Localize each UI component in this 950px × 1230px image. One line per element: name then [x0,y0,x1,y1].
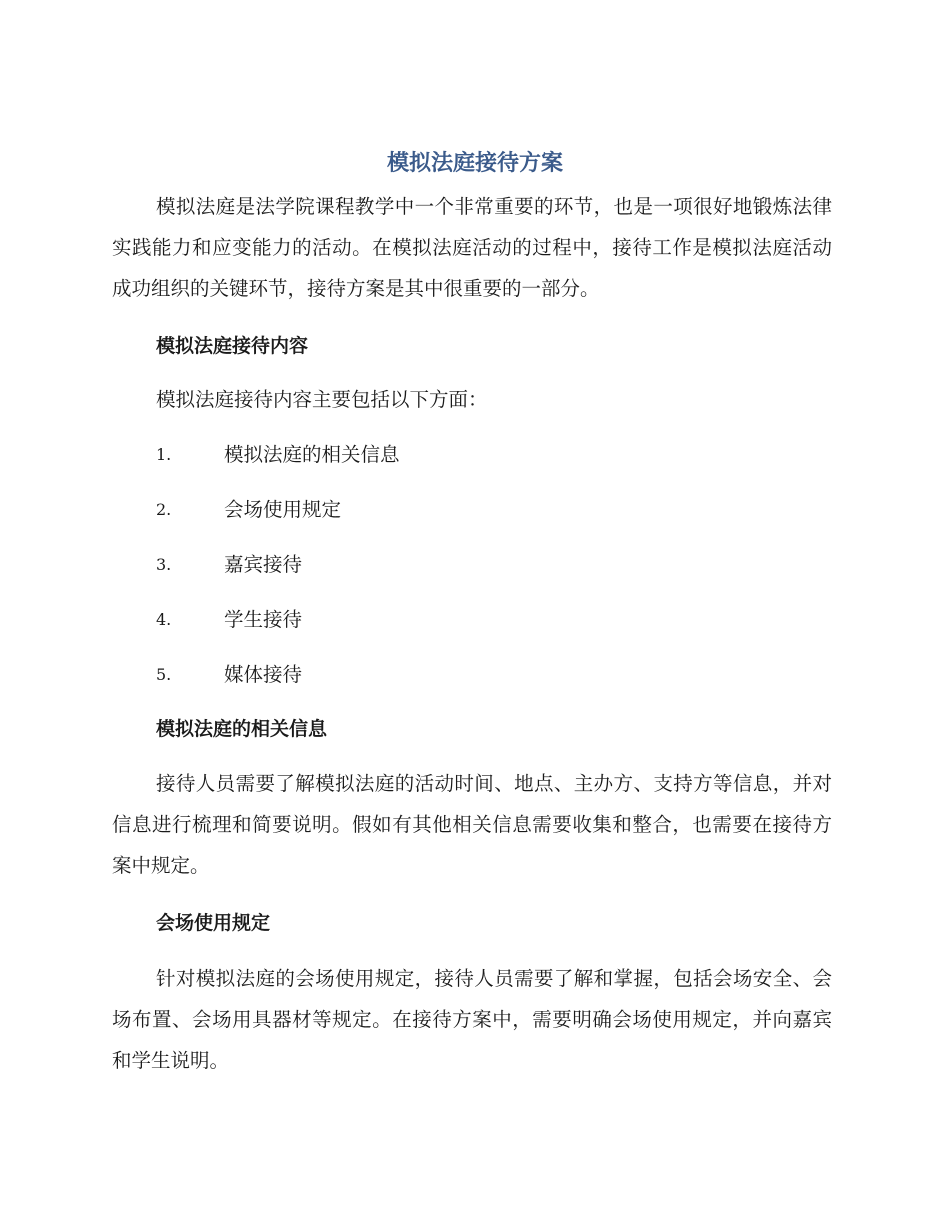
list-item-number: 2. [156,500,172,519]
section-heading-reception-content: 模拟法庭接待内容 [156,335,309,357]
venue-rules-paragraph: 针对模拟法庭的会场使用规定，接待人员需要了解和掌握，包括会场安全、会场布置、会场用具器材等规定。在接待方案中，需要明确会场使用规定，并向嘉宾和学生说明。 [112,967,832,1072]
intro-paragraph: 模拟法庭是法学院课程教学中一个非常重要的环节，也是一项很好地锻炼法律实践能力和应变能力的活动。在模拟法庭活动的过程中，接待工作是模拟法庭活动成功组织的关键环节，接待方案是其中很重要的一部分。 [112,195,832,300]
section-heading-related-info: 模拟法庭的相关信息 [156,718,328,740]
related-info-paragraph: 接待人员需要了解模拟法庭的活动时间、地点、主办方、支持方等信息，并对信息进行梳理和简要说明。假如有其他相关信息需要收集和整合，也需要在接待方案中规定。 [112,772,832,877]
document-title: 模拟法庭接待方案 [386,151,563,176]
list-item [156,605,656,635]
list-item-text: 会场使用规定 [224,498,342,521]
section-lead-text: 模拟法庭接待内容主要包括以下方面： [156,388,488,411]
list-item-text: 模拟法庭的相关信息 [224,443,400,466]
list-item-text: 嘉宾接待 [224,553,303,576]
section-heading-venue-rules: 会场使用规定 [156,912,271,934]
list-item-text: 媒体接待 [224,663,303,686]
list-item-number: 4. [156,610,172,629]
list-item-text: 学生接待 [224,608,303,631]
list-item [156,495,656,525]
list-item-number: 1. [156,445,172,464]
list-item [156,550,656,580]
list-item [156,660,656,690]
list-item-number: 5. [156,665,172,684]
list-item-number: 3. [156,555,172,574]
list-item [156,440,656,470]
